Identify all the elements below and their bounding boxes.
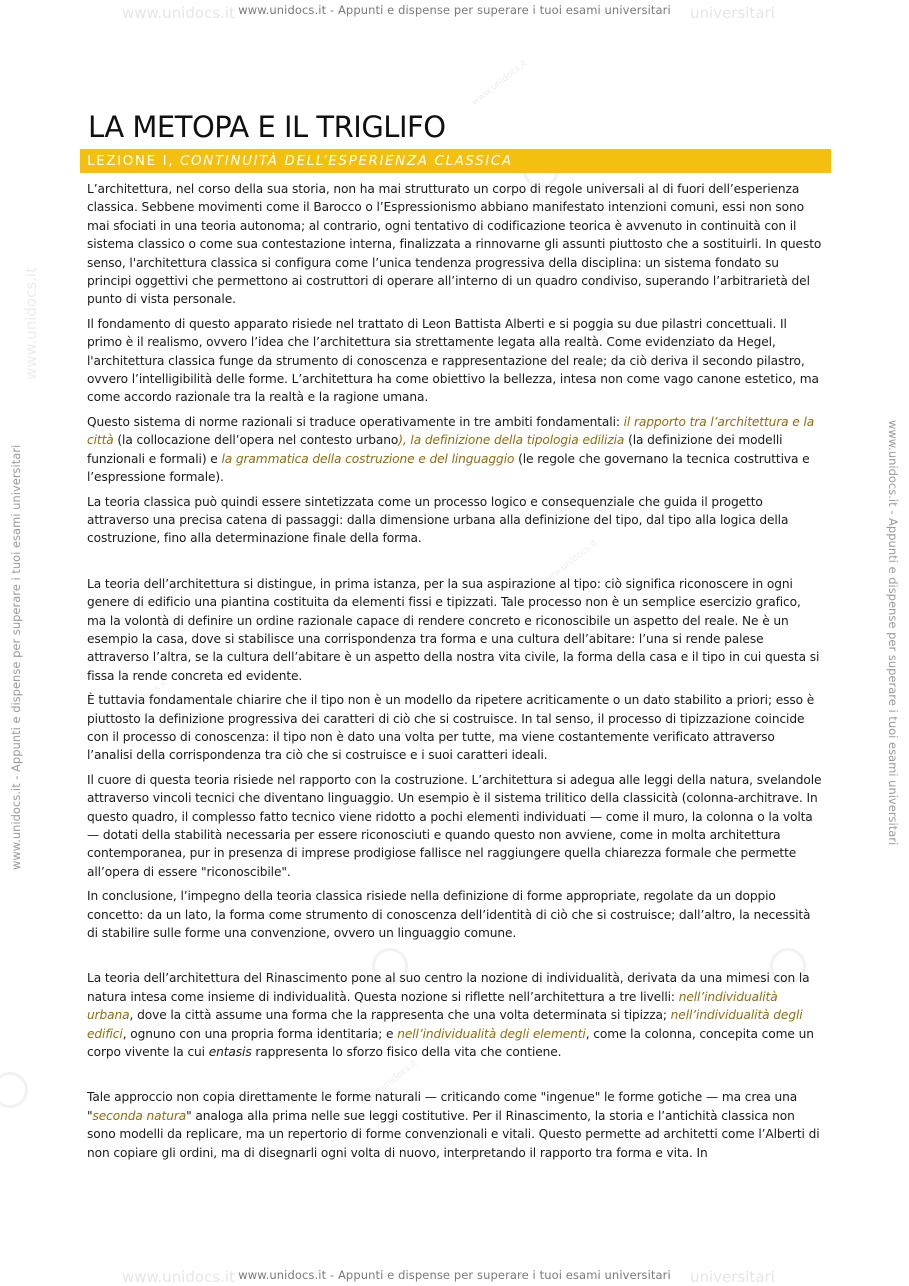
paragraph: La teoria dell’architettura del Rinascimento pone al suo centro la nozione di individualità, derivata da una mimesi con la natura intesa come insieme di individualità. Questa nozione si riflette nell’architettura a tre livelli: nell’individualità urbana, dove la città assume una forma che la rappresenta che una volta determinata si tipizza; nell’individualità degli edifici, ognuno con una propria forma identitaria; e nell’individualità degli elementi, come la colonna, concepita come un corpo vivente la cui entasis rappresenta lo sforzo fisico della vita che contiene. (87, 971, 814, 1060)
paragraph: Questo sistema di norme razionali si traduce operativamente in tre ambiti fondamentali: il rapporto tra l’architettura e la città (la collocazione dell’opera nel contesto urbano), la definizione della tipologia edilizia (la definizione dei modelli funzionali e formali) e la grammatica della costruzione e del linguaggio (le regole che governano la tecnica costruttiva e l’espressione formale). (87, 414, 815, 485)
paragraph: Tale approccio non copia direttamente le forme naturali — criticando come "ingenue" le forme gotiche — ma crea una "seconda natura" analoga alla prima nelle sue leggi costitutive. Per il Rinascimento, la storia e l’antichità classica non sono modelli da replicare, ma un repertorio di forme convenzionali e vitali. Questo permette ad architetti come l’Alberti di non copiare gli ordini, ma di disegnarli ogni volta di nuovo, interpretando il rapporto tra forma e vita. In (87, 1090, 820, 1160)
watermark-diagonal: www.unidocs.it (360, 1058, 420, 1108)
paragraph: Il fondamento di questo apparato risiede nel trattato di Leon Battista Alberti e si poggia su due pilastri concettuali. Il primo è il realismo, ovvero l’idea che l’architettura sia strettamente legata alla realtà. Come evidenziato da Hegel, l'architettura classica funge da strumento di conoscenza e rappresentazione del reale; da ciò deriva il secondo pilastro, ovvero l’intelligibilità delle forme. L’architettura ha come obiettivo la bellezza, intesa non come vago canone estetico, ma come accordo razionale tra la realtà e la ragione umana. (87, 316, 819, 405)
watermark-side-right: www.unidocs.it - Appunti e dispense per superare i tuoi esami universitari (886, 420, 900, 846)
highlight-term: seconda natura (92, 1108, 187, 1123)
watermark-ghost-top-left: www.unidocs.it (122, 4, 235, 22)
watermark-header: www.unidocs.it - Appunti e dispense per superare i tuoi esami universitari (238, 3, 671, 17)
watermark-ghost-bottom-right: universitari (690, 1268, 775, 1286)
watermark-side-left: www.unidocs.it - Appunti e dispense per superare i tuoi esami universitari (9, 444, 23, 870)
highlight-term: ), la definizione della tipologia edilizia (398, 433, 625, 448)
highlight-term: nell’individualità urbana (87, 989, 778, 1023)
paragraph: La teoria classica può quindi essere sintetizzata come un processo logico e consequenziale che guida il progetto attraverso una precisa catena di passaggi: dalla dimensione urbana alla definizione del tipo, dal tipo alla logica della costruzione, fino alla determinazione finale della forma. (87, 494, 789, 546)
lesson-subtitle: CONTINUITÀ DELL’ESPERIENZA CLASSICA (180, 153, 513, 169)
watermark-ghost-bottom-left: www.unidocs.it (122, 1268, 235, 1286)
watermark-footer: www.unidocs.it - Appunti e dispense per superare i tuoi esami universitari (238, 1268, 671, 1282)
watermark-ghost-top-right: universitari (690, 4, 775, 22)
lesson-bar (80, 149, 831, 173)
watermark-ghost-side-left: www.unidocs.it (22, 267, 40, 380)
paragraph: La teoria dell’architettura si distingue, in prima istanza, per la sua aspirazione al tipo: ciò significa riconoscere in ogni genere di edificio una piantina costituita da elementi fissi e tipizzati. Tale processo non è un semplice esercizio grafico, ma la volontà di definire un ordine razionale capace di rendere concreto e riconoscibile un aspetto del reale. Ne è un esempio la casa, dove si stabilisce una corrispondenza tra forma e una cultura dell’abitare: l’una si rende palese attraverso l’altra, se la cultura dell’abitare è un aspetto della nostra vita civile, la forma della casa e il tipo in cui questa si fissa la rende concreta ed evidente. (87, 576, 820, 683)
highlight-term: nell’individualità degli elementi (397, 1026, 586, 1041)
paragraph: L’architettura, nel corso della sua storia, non ha mai strutturato un corpo di regole universali al di fuori dell’esperienza classica. Sebbene movimenti come il Barocco o l’Espressionismo abbiano manifestato intenzioni comuni, essi non sono mai sfociati in una teoria autonoma; al contrario, ogni tentativo di codificazione teorica è avvenuto in continuità con il sistema classico o come sua contestazione interna, finalizzata a rinnovarne gli assunti piuttosto che a sostituirli. In questo senso, l'architettura classica si configura come l’unica tendenza progressiva della disciplina: un sistema fondato su principi oggettivi che permettono ai costruttori di operare all’interno di un quadro condiviso, superando l’arbitrarietà del punto di vista personale. (87, 182, 822, 307)
watermark-diagonal: www.unidocs.it (470, 58, 530, 108)
watermark-diagonal: www.unidocs.it (110, 678, 170, 728)
highlight-term: nell’individualità degli edifici (87, 1008, 803, 1041)
highlight-term: la grammatica della costruzione e del linguaggio (221, 451, 515, 466)
watermark-diagonal: www.unidocs.it (540, 538, 600, 588)
paragraph: In conclusione, l’impegno della teoria classica risiede nella definizione di forme appropriate, regolate da un doppio concetto: da un lato, la forma come strumento di conoscenza dell’identità di ciò che si costruisce; dall’altro, la necessità di stabilire sulle forme una convenzione, ovvero un linguaggio comune. (87, 889, 811, 941)
highlight-term: il rapporto tra l’architettura e la città (87, 414, 815, 448)
page-title: LA METOPA E IL TRIGLIFO (88, 110, 446, 144)
lesson-label: LEZIONE I, (87, 153, 180, 169)
paragraph: Il cuore di questa teoria risiede nel rapporto con la costruzione. L’architettura si adegua alle leggi della natura, svelandole attraverso vincoli tecnici che diventano linguaggio. Un esempio è il sistema trilitico della classicità (colonna-architrave. In questo quadro, il complesso fatto tecnico viene ridotto a pochi elementi individuati — come il muro, la colonna o la volta — dotati della stabilità necessaria per essere riconosciuti e quando questo non avviene, come in molta architettura contemporanea, pur in presenza di imprese prodigiose fallisce nel raggiungere quella chiarezza formale che permette all’opera di essere "riconoscibile". (87, 772, 822, 879)
unidocs-logo-icon (0, 1072, 28, 1108)
body-text (87, 180, 823, 1168)
italic-term: entasis (208, 1045, 252, 1060)
paragraph: È tuttavia fondamentale chiarire che il tipo non è un modello da ripetere acriticamente o un dato stabilito a priori; esso è piuttosto la definizione progressiva dei caratteri di ciò che si costruisce. In tal senso, il processo di tipizzazione coincide con il processo di conoscenza: il tipo non è dato una volta per tutte, ma viene costantemente verificato attraverso l’analisi della corrispondenza tra ciò che si costruisce e i suoi caratteri ideali. (87, 693, 815, 763)
